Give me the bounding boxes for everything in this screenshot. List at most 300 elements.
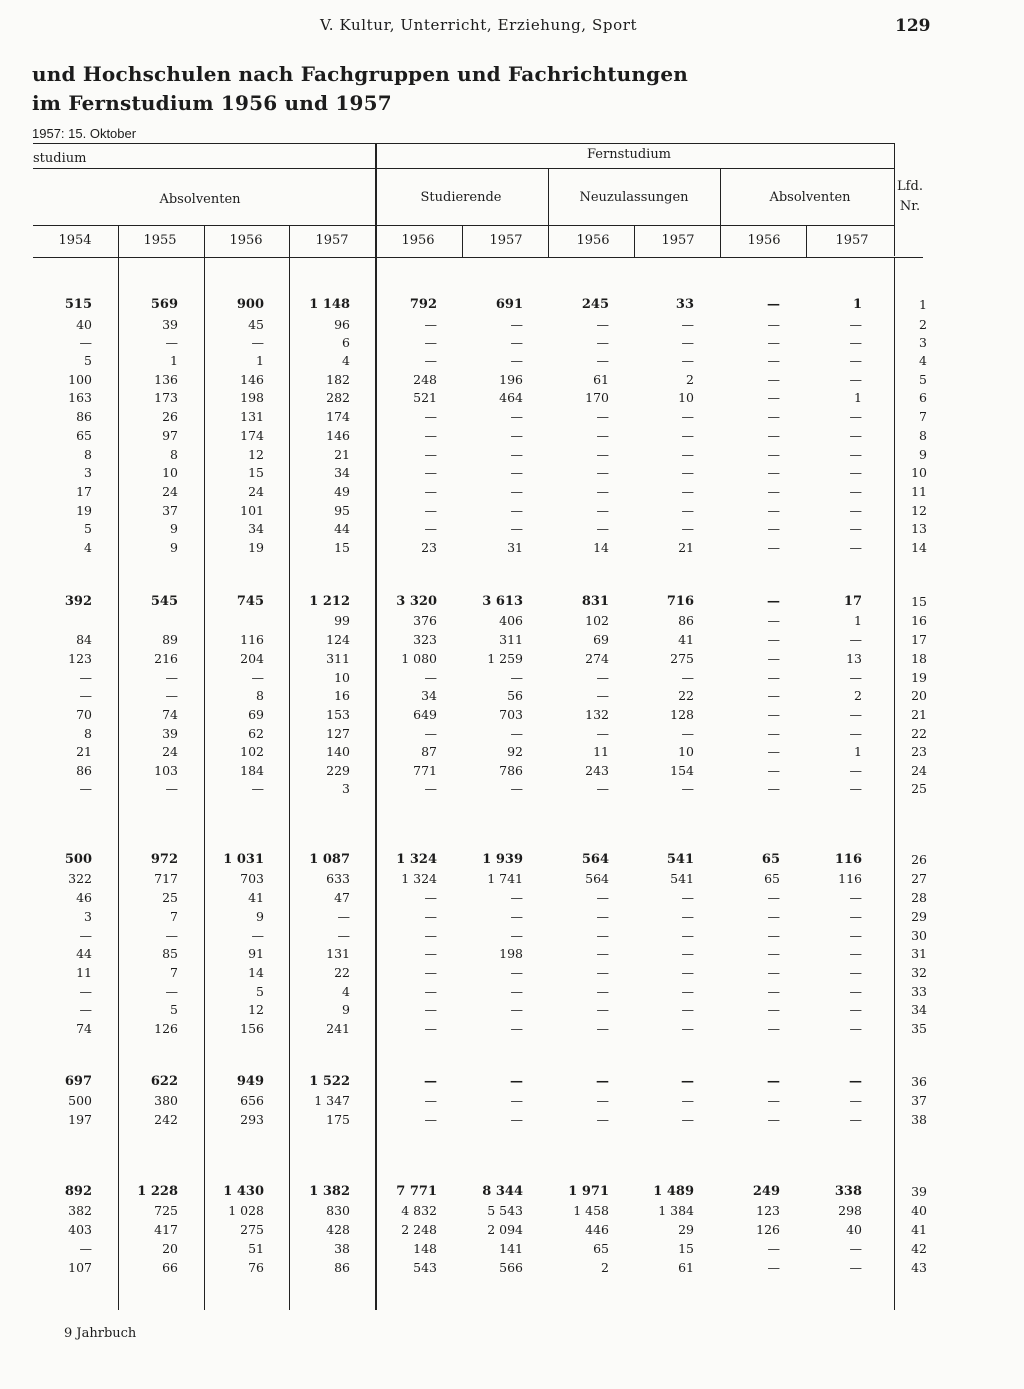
header-year: 1957 <box>489 233 523 248</box>
table-cell: — <box>79 1241 92 1256</box>
table-cell: — <box>79 335 92 350</box>
table-cell: — <box>596 409 609 424</box>
table-cell: 1 382 <box>309 1184 350 1199</box>
row-number: 15 <box>911 594 927 609</box>
table-cell: 116 <box>240 632 264 647</box>
row-number: 20 <box>911 688 927 703</box>
header-year: 1956 <box>229 233 263 248</box>
table-cell: 1 522 <box>309 1074 350 1089</box>
page-title-line-1: und Hochschulen nach Fachgruppen und Fachrichtungen <box>32 62 688 86</box>
table-cell: 61 <box>593 372 609 387</box>
table-cell: — <box>510 428 523 443</box>
table-cell: 541 <box>670 871 694 886</box>
table-cell: — <box>510 726 523 741</box>
table-cell: — <box>767 1002 780 1017</box>
table-cell: 148 <box>413 1241 437 1256</box>
table-cell: 25 <box>162 890 178 905</box>
table-cell: — <box>681 984 694 999</box>
table-cell: 23 <box>421 540 437 555</box>
table-cell: 198 <box>499 946 523 961</box>
table-cell: 47 <box>334 890 350 905</box>
table-cell: 10 <box>162 465 178 480</box>
table-cell: 311 <box>499 632 523 647</box>
table-cell: 900 <box>236 297 264 312</box>
row-number: 36 <box>911 1074 927 1089</box>
table-cell: — <box>849 428 862 443</box>
table-cell: 1 228 <box>137 1184 178 1199</box>
table-cell: 44 <box>334 521 350 536</box>
table-cell: — <box>424 1112 437 1127</box>
table-cell: — <box>767 540 780 555</box>
table-cell: 564 <box>581 852 609 867</box>
table-cell: 153 <box>326 707 350 722</box>
table-cell: — <box>510 484 523 499</box>
table-cell: 19 <box>248 540 264 555</box>
table-cell: 9 <box>256 909 264 924</box>
table-cell: 21 <box>334 447 350 462</box>
header-year: 1957 <box>661 233 695 248</box>
table-cell: 163 <box>68 390 92 405</box>
table-cell: 949 <box>236 1074 264 1089</box>
table-cell: 428 <box>326 1222 350 1237</box>
row-number: 26 <box>911 852 927 867</box>
rule <box>548 226 549 257</box>
table-cell: 154 <box>670 763 694 778</box>
table-cell: — <box>424 984 437 999</box>
table-cell: 174 <box>326 409 350 424</box>
table-cell: 34 <box>334 465 350 480</box>
table-cell: 311 <box>326 651 350 666</box>
table-cell: — <box>681 1002 694 1017</box>
page-number: 129 <box>895 16 931 36</box>
table-cell: 22 <box>678 688 694 703</box>
table-cell: — <box>165 688 178 703</box>
table-cell: — <box>767 465 780 480</box>
table-cell: 24 <box>162 744 178 759</box>
row-number: 37 <box>911 1093 927 1108</box>
table-cell: — <box>681 447 694 462</box>
row-number: 4 <box>919 353 927 368</box>
row-number: 41 <box>911 1222 927 1237</box>
row-number: 10 <box>911 465 927 480</box>
table-cell: — <box>767 946 780 961</box>
table-cell: — <box>79 1002 92 1017</box>
table-cell: 37 <box>162 503 178 518</box>
table-cell: — <box>849 335 862 350</box>
table-cell: — <box>79 670 92 685</box>
table-cell: 972 <box>150 852 178 867</box>
table-cell: 521 <box>413 390 437 405</box>
table-cell: 21 <box>678 540 694 555</box>
table-cell: — <box>767 744 780 759</box>
table-cell: 446 <box>585 1222 609 1237</box>
table-cell: 717 <box>154 871 178 886</box>
table-cell: — <box>424 317 437 332</box>
table-cell: 103 <box>154 763 178 778</box>
table-cell: 26 <box>162 409 178 424</box>
table-cell: — <box>849 726 862 741</box>
table-cell: 66 <box>162 1260 178 1275</box>
table-cell: — <box>424 946 437 961</box>
table-cell: — <box>79 688 92 703</box>
table-cell: 1 <box>170 353 178 368</box>
row-number: 6 <box>919 390 927 405</box>
table-cell: — <box>424 503 437 518</box>
table-cell: — <box>510 1021 523 1036</box>
table-cell: — <box>767 1112 780 1127</box>
table-cell: 245 <box>581 297 609 312</box>
rule <box>720 168 721 226</box>
table-cell: 123 <box>756 1203 780 1218</box>
table-cell: — <box>849 484 862 499</box>
table-cell: 132 <box>585 707 609 722</box>
table-cell: 45 <box>248 317 264 332</box>
table-cell: 1 971 <box>568 1184 609 1199</box>
row-number: 14 <box>911 540 927 555</box>
table-cell: — <box>767 297 780 312</box>
table-cell: 101 <box>240 503 264 518</box>
table-cell: — <box>251 670 264 685</box>
table-cell: 1 324 <box>396 852 437 867</box>
table-cell: 1 458 <box>573 1203 609 1218</box>
row-number: 12 <box>911 503 927 518</box>
table-cell: — <box>767 1241 780 1256</box>
table-cell: 175 <box>326 1112 350 1127</box>
table-cell: 107 <box>68 1260 92 1275</box>
row-number: 38 <box>911 1112 927 1127</box>
table-cell: 196 <box>499 372 523 387</box>
table-cell: 131 <box>326 946 350 961</box>
table-cell: 136 <box>154 372 178 387</box>
table-cell: 3 320 <box>396 594 437 609</box>
table-cell: 382 <box>68 1203 92 1218</box>
table-cell: — <box>510 1093 523 1108</box>
table-cell: — <box>424 465 437 480</box>
table-cell: — <box>681 465 694 480</box>
table-cell: 697 <box>64 1074 92 1089</box>
table-cell: 4 <box>84 540 92 555</box>
table-cell: — <box>849 465 862 480</box>
table-cell: — <box>510 335 523 350</box>
table-cell: — <box>596 781 609 796</box>
header-group-fernstudium: Fernstudium <box>586 147 672 162</box>
date-note: 1957: 15. Oktober <box>32 126 137 141</box>
table-cell: — <box>79 984 92 999</box>
table-cell: 7 <box>170 909 178 924</box>
table-cell: 9 <box>342 1002 350 1017</box>
table-cell: — <box>849 1074 862 1089</box>
table-cell: 5 <box>84 521 92 536</box>
table-cell: — <box>165 670 178 685</box>
table-cell: 126 <box>154 1021 178 1036</box>
table-cell: — <box>424 909 437 924</box>
row-number: 11 <box>911 484 927 499</box>
table-cell: 338 <box>834 1184 862 1199</box>
table-cell: — <box>849 632 862 647</box>
table-cell: — <box>596 353 609 368</box>
row-number: 28 <box>911 890 927 905</box>
table-cell: — <box>767 1260 780 1275</box>
table-cell: 84 <box>76 632 92 647</box>
table-cell: 3 613 <box>482 594 523 609</box>
table-cell: 1 939 <box>482 852 523 867</box>
table-cell: — <box>596 890 609 905</box>
table-cell: 198 <box>240 390 264 405</box>
table-cell: — <box>596 1002 609 1017</box>
table-cell: — <box>681 928 694 943</box>
table-cell: 13 <box>846 651 862 666</box>
table-cell: 17 <box>76 484 92 499</box>
table-cell: 1 080 <box>401 651 437 666</box>
row-number: 16 <box>911 613 927 628</box>
table-cell: — <box>767 409 780 424</box>
table-cell: 3 <box>84 909 92 924</box>
table-cell: 65 <box>764 871 780 886</box>
table-cell: — <box>681 409 694 424</box>
table-cell: 65 <box>76 428 92 443</box>
table-cell: — <box>849 1260 862 1275</box>
table-cell: — <box>424 670 437 685</box>
row-number: 24 <box>911 763 927 778</box>
table-cell: 216 <box>154 651 178 666</box>
table-cell: 1 031 <box>223 852 264 867</box>
table-cell: — <box>510 503 523 518</box>
table-cell: — <box>681 317 694 332</box>
table-cell: 17 <box>843 594 862 609</box>
table-cell: — <box>251 781 264 796</box>
footer-note: 9 Jahrbuch <box>64 1326 137 1341</box>
table-cell: — <box>251 928 264 943</box>
table-cell: 40 <box>76 317 92 332</box>
table-cell: 69 <box>593 632 609 647</box>
table-cell: — <box>510 447 523 462</box>
row-number: 33 <box>911 984 927 999</box>
table-cell: 566 <box>499 1260 523 1275</box>
table-cell: — <box>767 781 780 796</box>
table-cell: 1 384 <box>658 1203 694 1218</box>
table-cell: — <box>849 521 862 536</box>
table-cell: 3 <box>342 781 350 796</box>
rule <box>33 257 923 258</box>
table-cell: — <box>596 484 609 499</box>
table-cell: — <box>510 781 523 796</box>
table-cell: — <box>849 763 862 778</box>
table-cell: 11 <box>76 965 92 980</box>
table-cell: 4 <box>342 353 350 368</box>
table-cell: 15 <box>248 465 264 480</box>
table-cell: 182 <box>326 372 350 387</box>
row-number: 17 <box>911 632 927 647</box>
table-cell: 173 <box>154 390 178 405</box>
table-cell: — <box>596 726 609 741</box>
table-cell: 15 <box>334 540 350 555</box>
table-cell: 725 <box>154 1203 178 1218</box>
table-cell: 703 <box>499 707 523 722</box>
table-cell: — <box>165 335 178 350</box>
table-cell: 146 <box>326 428 350 443</box>
table-cell: 100 <box>68 372 92 387</box>
table-cell: 8 <box>84 447 92 462</box>
table-cell: 3 <box>84 465 92 480</box>
table-cell: — <box>849 372 862 387</box>
table-cell: — <box>596 317 609 332</box>
table-cell: — <box>596 965 609 980</box>
table-cell: 91 <box>248 946 264 961</box>
table-cell: 323 <box>413 632 437 647</box>
table-cell: 51 <box>248 1241 264 1256</box>
table-cell: — <box>849 1002 862 1017</box>
table-cell: 1 259 <box>487 651 523 666</box>
table-cell: — <box>596 521 609 536</box>
table-cell: 184 <box>240 763 264 778</box>
table-cell: 1 028 <box>228 1203 264 1218</box>
table-cell: 5 <box>256 984 264 999</box>
table-cell: 24 <box>162 484 178 499</box>
table-cell: — <box>849 447 862 462</box>
rule <box>548 168 549 226</box>
table-cell: 56 <box>507 688 523 703</box>
table-cell: 126 <box>756 1222 780 1237</box>
rule <box>462 225 463 257</box>
table-cell: 691 <box>495 297 523 312</box>
row-number: 23 <box>911 744 927 759</box>
table-cell: 830 <box>326 1203 350 1218</box>
rule <box>375 143 895 144</box>
table-cell: 249 <box>752 1184 780 1199</box>
header-year: 1957 <box>315 233 349 248</box>
table-cell: 2 248 <box>401 1222 437 1237</box>
table-cell: — <box>767 1021 780 1036</box>
table-cell: — <box>767 890 780 905</box>
table-cell: 14 <box>248 965 264 980</box>
table-cell: — <box>596 688 609 703</box>
table-cell: 8 <box>84 726 92 741</box>
header-year: 1956 <box>747 233 781 248</box>
table-cell: — <box>767 353 780 368</box>
table-cell: 248 <box>413 372 437 387</box>
table-cell: — <box>424 781 437 796</box>
table-cell: — <box>767 726 780 741</box>
table-cell: — <box>337 909 350 924</box>
table-cell: 65 <box>761 852 780 867</box>
table-cell: — <box>767 928 780 943</box>
table-cell: — <box>849 909 862 924</box>
table-cell: 8 <box>170 447 178 462</box>
table-cell: — <box>510 353 523 368</box>
table-cell: 792 <box>409 297 437 312</box>
row-number: 34 <box>911 1002 927 1017</box>
table-cell: 716 <box>666 594 694 609</box>
row-number: 1 <box>919 297 927 312</box>
row-number: 31 <box>911 946 927 961</box>
table-cell: — <box>510 965 523 980</box>
table-cell: — <box>510 1074 523 1089</box>
table-cell: 74 <box>162 707 178 722</box>
table-cell: 141 <box>499 1241 523 1256</box>
table-cell: 6 <box>342 335 350 350</box>
table-cell: — <box>424 484 437 499</box>
table-cell: 123 <box>68 651 92 666</box>
table-cell: — <box>424 409 437 424</box>
table-cell: 1 347 <box>314 1093 350 1108</box>
table-cell: — <box>681 1021 694 1036</box>
table-cell: 1 <box>854 613 862 628</box>
table-cell: — <box>849 317 862 332</box>
table-cell: 564 <box>585 871 609 886</box>
table-cell: 204 <box>240 651 264 666</box>
table-cell: 65 <box>593 1241 609 1256</box>
table-cell: 14 <box>593 540 609 555</box>
page-title-line-2: im Fernstudium 1956 und 1957 <box>32 91 392 115</box>
table-cell: — <box>681 726 694 741</box>
table-cell: 545 <box>150 594 178 609</box>
rule <box>806 225 807 257</box>
table-cell: — <box>849 946 862 961</box>
table-cell: — <box>849 1241 862 1256</box>
table-cell: 649 <box>413 707 437 722</box>
row-number: 9 <box>919 447 927 462</box>
row-number: 30 <box>911 928 927 943</box>
table-cell: 656 <box>240 1093 264 1108</box>
table-cell: 243 <box>585 763 609 778</box>
table-cell: 49 <box>334 484 350 499</box>
row-number: 13 <box>911 521 927 536</box>
table-cell: 9 <box>170 521 178 536</box>
table-cell: — <box>424 428 437 443</box>
table-cell: — <box>596 946 609 961</box>
table-cell: — <box>849 707 862 722</box>
table-cell: 322 <box>68 871 92 886</box>
table-cell: 4 832 <box>401 1203 437 1218</box>
table-cell: — <box>767 688 780 703</box>
table-cell: — <box>767 1093 780 1108</box>
table-cell: 275 <box>240 1222 264 1237</box>
table-cell: 39 <box>162 726 178 741</box>
rule <box>894 143 895 256</box>
table-cell: — <box>79 928 92 943</box>
table-cell: — <box>424 1021 437 1036</box>
table-cell: — <box>767 632 780 647</box>
table-cell: 86 <box>76 409 92 424</box>
table-cell: 34 <box>248 521 264 536</box>
table-cell: 569 <box>150 297 178 312</box>
table-cell: 10 <box>678 744 694 759</box>
table-cell: — <box>849 890 862 905</box>
table-cell: — <box>251 335 264 350</box>
table-cell: — <box>510 890 523 905</box>
table-cell: 40 <box>846 1222 862 1237</box>
table-cell: 22 <box>334 965 350 980</box>
table-cell: 2 <box>854 688 862 703</box>
table-cell: 786 <box>499 763 523 778</box>
table-cell: — <box>849 1093 862 1108</box>
table-cell: — <box>681 1093 694 1108</box>
row-number: 3 <box>919 335 927 350</box>
table-cell: — <box>596 503 609 518</box>
rule <box>33 143 375 144</box>
row-number: 21 <box>911 707 927 722</box>
table-cell: 229 <box>326 763 350 778</box>
header-year: 1956 <box>576 233 610 248</box>
table-cell: — <box>79 781 92 796</box>
table-cell: 21 <box>76 744 92 759</box>
table-cell: — <box>510 409 523 424</box>
table-cell: — <box>165 928 178 943</box>
table-cell: 771 <box>413 763 437 778</box>
table-cell: 10 <box>334 670 350 685</box>
table-cell: — <box>510 928 523 943</box>
header-absolventen-left: Absolventen <box>159 192 241 207</box>
